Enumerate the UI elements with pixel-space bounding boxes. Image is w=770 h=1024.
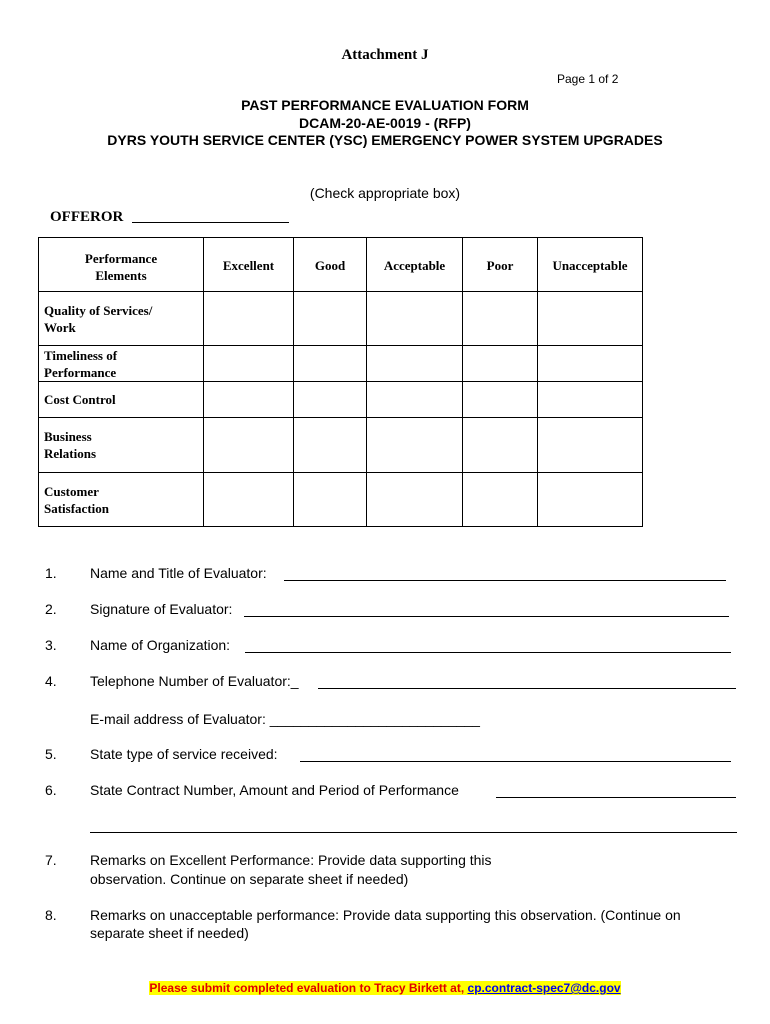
column-header-poor: Poor [463, 238, 538, 292]
row-label-line: Customer [44, 483, 99, 499]
checkbox-cell[interactable] [538, 346, 643, 382]
table-row [39, 418, 643, 473]
table-header-row [39, 238, 643, 292]
checkbox-cell[interactable] [294, 473, 367, 527]
checkbox-cell[interactable] [204, 292, 294, 346]
row-label-line: Cost Control [44, 392, 116, 407]
item-label-service-type: State type of service received: [90, 746, 278, 762]
column-header-good: Good [294, 238, 367, 292]
row-label-line: Performance [44, 364, 117, 380]
contract-number-field[interactable] [496, 797, 736, 798]
item-number: 2. [45, 601, 57, 617]
table-row [39, 382, 643, 418]
item-label-signature: Signature of Evaluator: [90, 601, 233, 617]
checkbox-cell[interactable] [538, 382, 643, 418]
item-label-evaluator-name: Name and Title of Evaluator: [90, 565, 267, 581]
item-number: 6. [45, 782, 57, 798]
item-number: 5. [45, 746, 57, 762]
checkbox-cell[interactable] [204, 473, 294, 527]
checkbox-cell[interactable] [463, 346, 538, 382]
item-label-unacceptable-remarks-line2: separate sheet if needed) [90, 925, 249, 941]
signature-field[interactable] [244, 616, 729, 617]
checkbox-cell[interactable] [294, 292, 367, 346]
organization-field[interactable] [245, 652, 731, 653]
offeror-field[interactable] [132, 222, 289, 223]
evaluation-table [38, 237, 643, 527]
row-label-line: Business [44, 429, 92, 444]
checkbox-cell[interactable] [367, 292, 463, 346]
table-row [39, 292, 643, 346]
row-label-line: Timeliness of [44, 347, 118, 363]
row-label-business-relations [39, 418, 204, 473]
row-label-timeliness [39, 346, 204, 382]
column-header-excellent: Excellent [204, 238, 294, 292]
row-label-cost-control [39, 382, 204, 418]
checkbox-cell[interactable] [538, 292, 643, 346]
column-header-acceptable: Acceptable [367, 238, 463, 292]
item-label-excellent-remarks: Remarks on Excellent Performance: Provide data supporting this [90, 852, 492, 868]
checkbox-cell[interactable] [204, 382, 294, 418]
row-label-quality [39, 292, 204, 346]
row-label-line: Satisfaction [44, 500, 109, 516]
checkbox-cell[interactable] [294, 382, 367, 418]
item-label-telephone: Telephone Number of Evaluator:_ [90, 673, 299, 689]
column-header-unacceptable: Unacceptable [538, 238, 643, 292]
item-number: 3. [45, 637, 57, 653]
item-label-unacceptable-remarks: Remarks on unacceptable performance: Provide data supporting this observation. (Continue on [90, 907, 681, 923]
contract-number-field-continued[interactable] [90, 832, 737, 833]
table-row [39, 346, 643, 382]
checkbox-cell[interactable] [367, 382, 463, 418]
column-header-line: Elements [95, 268, 147, 283]
checkbox-cell[interactable] [463, 292, 538, 346]
attachment-label: Attachment J [341, 47, 429, 63]
contact-email-link[interactable]: cp.contract-spec7@dc.gov [467, 981, 621, 995]
checkbox-cell[interactable] [204, 418, 294, 473]
checkbox-cell[interactable] [204, 346, 294, 382]
checkbox-cell[interactable] [367, 418, 463, 473]
row-label-customer-satisfaction [39, 473, 204, 527]
item-label-organization: Name of Organization: [90, 637, 231, 653]
checkbox-cell[interactable] [463, 418, 538, 473]
item-label-email: E-mail address of Evaluator: ___________________________ [90, 711, 480, 727]
submission-message: Please submit completed evaluation to Tracy Birkett at, [149, 981, 468, 995]
checkbox-cell[interactable] [463, 382, 538, 418]
column-header-performance-elements [39, 238, 204, 292]
table-row [39, 473, 643, 527]
instruction-text: (Check appropriate box) [309, 185, 461, 201]
checkbox-cell[interactable] [294, 346, 367, 382]
checkbox-cell[interactable] [538, 418, 643, 473]
submission-note [0, 981, 770, 995]
form-title: PAST PERFORMANCE EVALUATION FORM [241, 97, 529, 113]
checkbox-cell[interactable] [367, 473, 463, 527]
checkbox-cell[interactable] [367, 346, 463, 382]
row-label-line: Relations [44, 446, 96, 461]
column-header-line: Performance [84, 251, 158, 266]
project-title: DYRS YOUTH SERVICE CENTER (YSC) EMERGENCY POWER SYSTEM UPGRADES [107, 132, 663, 148]
item-number: 8. [45, 907, 57, 923]
checkbox-cell[interactable] [463, 473, 538, 527]
evaluator-name-field[interactable] [284, 580, 726, 581]
telephone-field[interactable] [318, 688, 736, 689]
row-label-line: Quality of Services/ [44, 302, 153, 318]
item-label-excellent-remarks-line2: observation. Continue on separate sheet if needed) [90, 871, 409, 887]
offeror-label: OFFEROR [50, 209, 124, 225]
row-label-line: Work [44, 319, 76, 335]
page-number: Page 1 of 2 [557, 72, 619, 86]
form-number: DCAM-20-AE-0019 - (RFP) [299, 115, 471, 131]
service-type-field[interactable] [300, 761, 731, 762]
item-number: 7. [45, 852, 57, 868]
checkbox-cell[interactable] [294, 418, 367, 473]
item-number: 4. [45, 673, 57, 689]
item-label-contract-number: State Contract Number, Amount and Period of Performance [90, 782, 459, 798]
checkbox-cell[interactable] [538, 473, 643, 527]
item-number: 1. [45, 565, 57, 581]
